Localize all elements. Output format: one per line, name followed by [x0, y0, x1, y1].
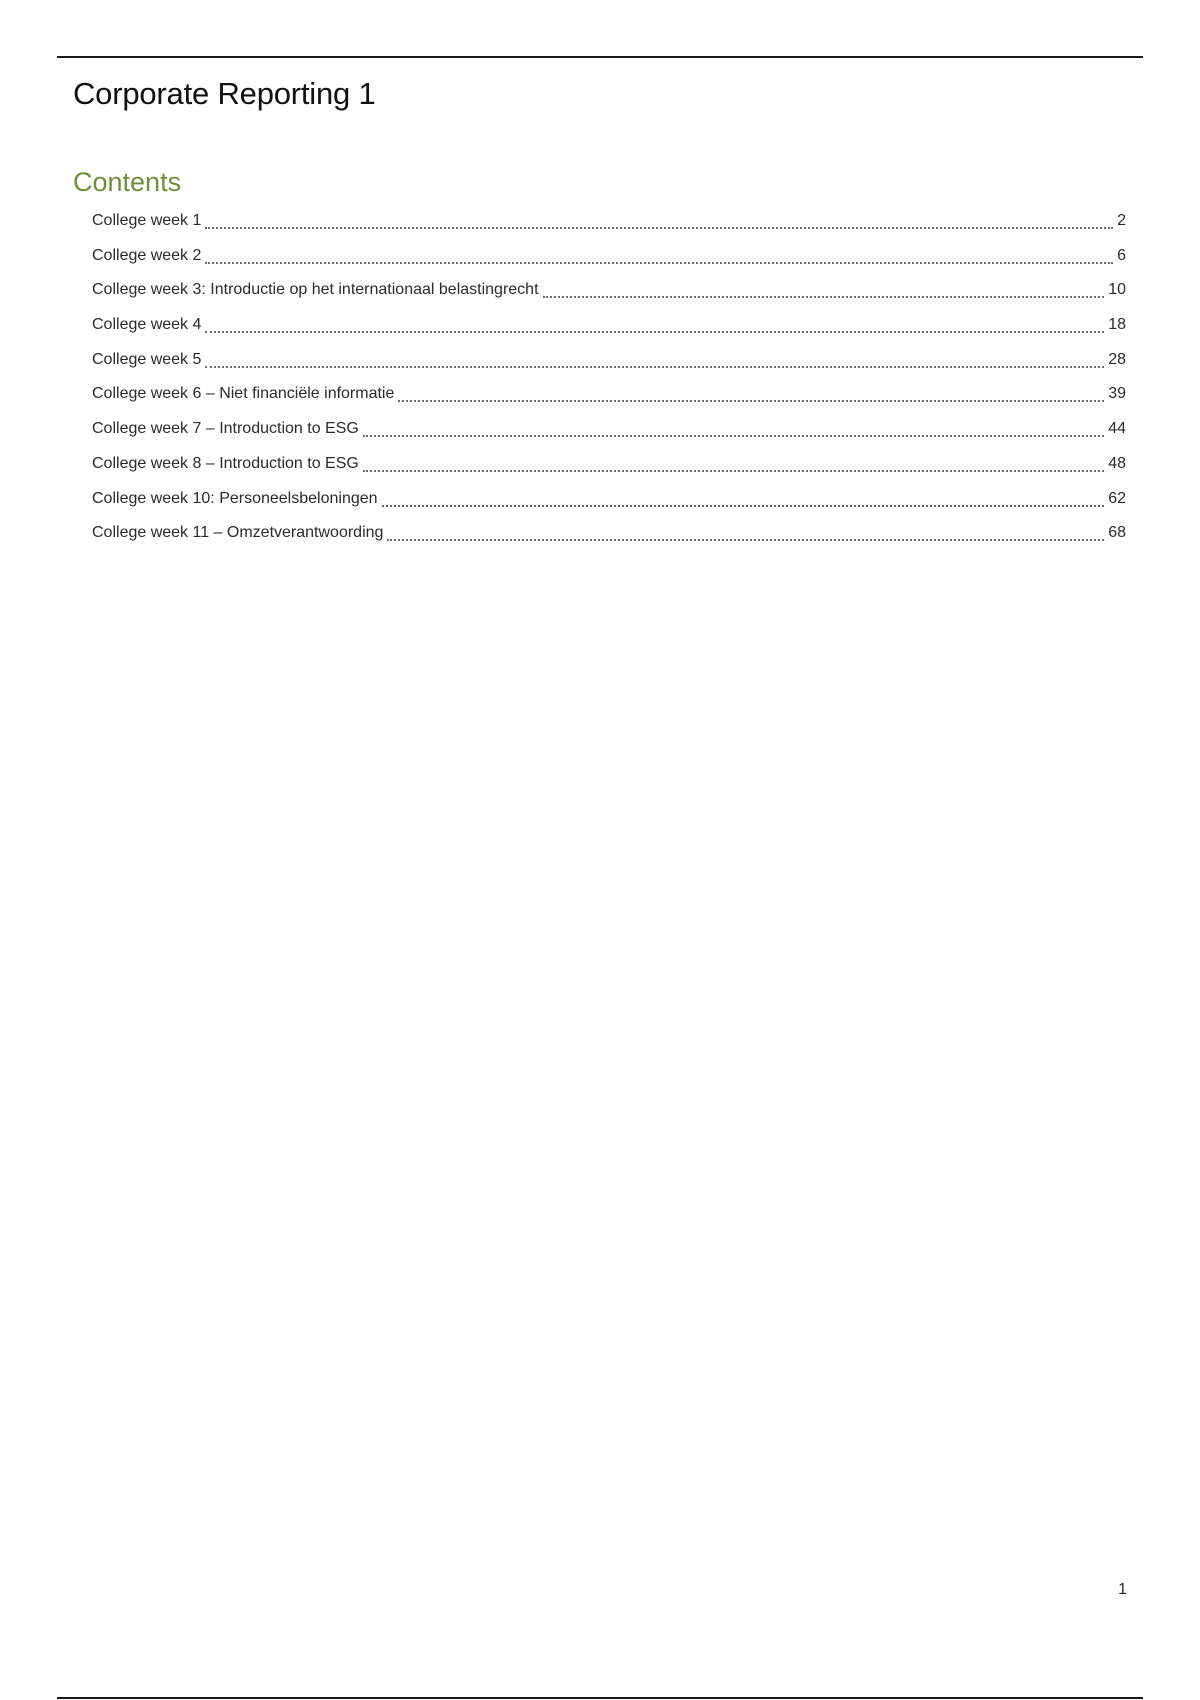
footer-rule: [57, 1697, 1143, 1699]
toc-entry-label: College week 6 – Niet financiële informatie: [92, 385, 395, 403]
toc-entry[interactable]: [92, 412, 1126, 447]
toc-entry-label: College week 7 – Introduction to ESG: [92, 420, 359, 438]
toc-dot-leader: [382, 482, 1105, 507]
header-rule: [57, 56, 1143, 58]
toc-dot-leader: [205, 343, 1104, 368]
toc-entry-label: College week 10: Personeelsbeloningen: [92, 489, 378, 507]
toc-entry[interactable]: [92, 273, 1126, 308]
table-of-contents: [92, 204, 1126, 551]
toc-entry[interactable]: [92, 377, 1126, 412]
page-number: 1: [1118, 1581, 1127, 1598]
toc-entry-page: 62: [1108, 489, 1126, 507]
toc-dot-leader: [205, 239, 1113, 264]
toc-entry[interactable]: [92, 204, 1126, 239]
toc-entry[interactable]: [92, 482, 1126, 517]
toc-dot-leader: [363, 447, 1104, 472]
toc-entry-label: College week 2: [92, 246, 202, 264]
toc-dot-leader: [543, 273, 1105, 298]
toc-dot-leader: [205, 204, 1113, 229]
toc-entry-label: College week 4: [92, 316, 202, 334]
toc-entry-page: 68: [1108, 524, 1126, 542]
toc-entry-page: 2: [1117, 212, 1126, 229]
toc-dot-leader: [205, 308, 1104, 333]
toc-entry-label: College week 5: [92, 350, 202, 368]
toc-entry[interactable]: [92, 516, 1126, 551]
toc-entry-page: 10: [1108, 281, 1126, 299]
toc-entry-label: College week 8 – Introduction to ESG: [92, 454, 359, 472]
toc-dot-leader: [398, 377, 1104, 402]
toc-entry-label: College week 3: Introductie op het internationaal belastingrecht: [92, 281, 539, 299]
toc-entry-page: 28: [1108, 350, 1126, 368]
toc-entry[interactable]: [92, 343, 1126, 378]
toc-entry-page: 6: [1117, 246, 1126, 264]
toc-dot-leader: [387, 516, 1104, 541]
toc-entry-page: 48: [1108, 454, 1126, 472]
toc-heading: Contents: [73, 167, 182, 197]
toc-dot-leader: [363, 412, 1104, 437]
toc-entry-page: 18: [1108, 316, 1126, 334]
toc-entry-page: 44: [1108, 420, 1126, 438]
toc-entry-label: College week 1: [92, 212, 202, 229]
toc-entry-page: 39: [1108, 385, 1126, 403]
toc-entry-label: College week 11 – Omzetverantwoording: [92, 524, 384, 542]
document-title: Corporate Reporting 1: [73, 76, 376, 111]
toc-entry[interactable]: [92, 447, 1126, 482]
toc-entry[interactable]: [92, 308, 1126, 343]
toc-entry[interactable]: [92, 239, 1126, 274]
